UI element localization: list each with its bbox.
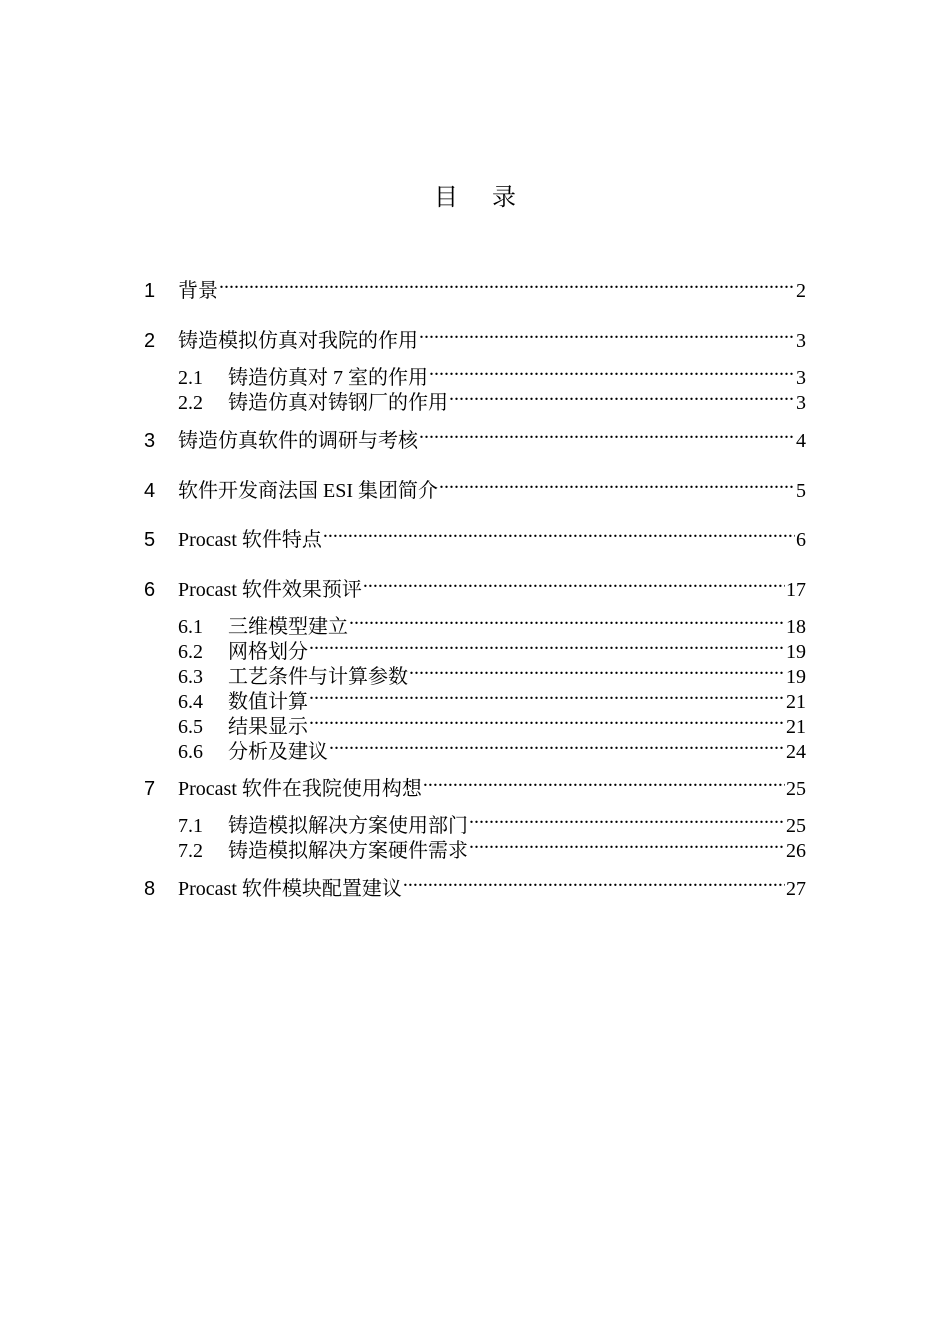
toc-entry-page-number: 26 bbox=[786, 840, 806, 862]
toc-entry-page-number: 19 bbox=[786, 666, 806, 688]
toc-entry-page-number: 4 bbox=[796, 430, 806, 452]
toc-entry[interactable] bbox=[178, 632, 806, 663]
toc-leader-dots bbox=[469, 806, 785, 832]
toc-entry-number: 6.6 bbox=[178, 741, 203, 763]
toc-entry-number: 7 bbox=[144, 778, 156, 800]
toc-leader-dots bbox=[469, 831, 785, 857]
toc-entry-page-number: 27 bbox=[786, 878, 806, 900]
toc-entry[interactable] bbox=[178, 682, 806, 713]
toc-entry-page-number: 19 bbox=[786, 641, 806, 663]
toc-entry[interactable] bbox=[178, 383, 806, 414]
toc-leader-dots bbox=[439, 471, 795, 497]
toc-entry-number: 6.2 bbox=[178, 641, 203, 663]
toc-entry-title: 铸造模拟仿真对我院的作用 bbox=[178, 330, 418, 352]
toc-entry-title: 数值计算 bbox=[228, 691, 308, 713]
toc-entry[interactable] bbox=[178, 831, 806, 862]
toc-entry-number: 2.2 bbox=[178, 392, 203, 414]
toc-entry-number: 8 bbox=[144, 878, 156, 900]
toc-leader-dots bbox=[409, 657, 785, 683]
toc-entry[interactable] bbox=[144, 421, 806, 452]
toc-entry-page-number: 2 bbox=[796, 280, 806, 302]
toc-entry-number: 6.5 bbox=[178, 716, 203, 738]
toc-leader-dots bbox=[403, 869, 785, 895]
toc-entry-page-number: 21 bbox=[786, 716, 806, 738]
toc-entry-title: 三维模型建立 bbox=[228, 616, 348, 638]
toc-entry-page-number: 25 bbox=[786, 815, 806, 837]
toc-entry-page-number: 18 bbox=[786, 616, 806, 638]
toc-leader-dots bbox=[323, 520, 795, 546]
toc-entry-number: 2 bbox=[144, 330, 156, 352]
toc-entry-title: 工艺条件与计算参数 bbox=[228, 666, 408, 688]
toc-entry-page-number: 3 bbox=[796, 392, 806, 414]
toc-leader-dots bbox=[219, 271, 795, 297]
toc-entry[interactable] bbox=[178, 358, 806, 389]
toc-entry-page-number: 24 bbox=[786, 741, 806, 763]
toc-entry[interactable] bbox=[178, 707, 806, 738]
toc-leader-dots bbox=[429, 358, 795, 384]
toc-entry-title: 铸造仿真对铸钢厂的作用 bbox=[228, 392, 448, 414]
toc-entry-number: 1 bbox=[144, 280, 156, 302]
toc-leader-dots bbox=[449, 383, 795, 409]
toc-entry-number: 6 bbox=[144, 579, 156, 601]
toc-leader-dots bbox=[423, 769, 785, 795]
toc-leader-dots bbox=[309, 632, 785, 658]
toc-entry[interactable] bbox=[178, 607, 806, 638]
toc-leader-dots bbox=[329, 732, 785, 758]
toc-entry-title: 铸造模拟解决方案使用部门 bbox=[228, 815, 468, 837]
toc-leader-dots bbox=[419, 321, 795, 347]
toc-entry-number: 2.1 bbox=[178, 367, 203, 389]
toc-leader-dots bbox=[349, 607, 785, 633]
toc-entry-page-number: 17 bbox=[786, 579, 806, 601]
toc-entry-title: 铸造仿真软件的调研与考核 bbox=[178, 430, 418, 452]
toc-entry-title: 铸造仿真对 7 室的作用 bbox=[228, 367, 428, 389]
toc-entry-title: 背景 bbox=[178, 280, 218, 302]
toc-leader-dots bbox=[363, 570, 785, 596]
toc-entry[interactable] bbox=[144, 520, 806, 551]
toc-entry-page-number: 25 bbox=[786, 778, 806, 800]
toc-entry-title: Procast 软件特点 bbox=[178, 529, 322, 551]
toc-entry-number: 7.2 bbox=[178, 840, 203, 862]
toc-entry[interactable] bbox=[144, 570, 806, 601]
toc-entry-number: 7.1 bbox=[178, 815, 203, 837]
toc-entry-page-number: 3 bbox=[796, 367, 806, 389]
toc-entry[interactable] bbox=[144, 321, 806, 352]
toc-entry[interactable] bbox=[144, 769, 806, 800]
toc-leader-dots bbox=[309, 707, 785, 733]
toc-entry-title: Procast 软件在我院使用构想 bbox=[178, 778, 422, 800]
toc-leader-dots bbox=[419, 421, 795, 447]
toc-entry-title: 分析及建议 bbox=[228, 741, 328, 763]
toc-entry[interactable] bbox=[178, 657, 806, 688]
toc-entry[interactable] bbox=[144, 869, 806, 900]
toc-entry-number: 3 bbox=[144, 430, 156, 452]
toc-entry-page-number: 6 bbox=[796, 529, 806, 551]
toc-entry-title: Procast 软件模块配置建议 bbox=[178, 878, 402, 900]
toc-entry-title: 网格划分 bbox=[228, 641, 308, 663]
toc-entry-title: 结果显示 bbox=[228, 716, 308, 738]
toc-entry[interactable] bbox=[144, 271, 806, 302]
toc-entry[interactable] bbox=[178, 732, 806, 763]
toc-entry-title: 软件开发商法国 ESI 集团简介 bbox=[178, 480, 438, 502]
toc-entry-number: 4 bbox=[144, 480, 156, 502]
toc-entry-page-number: 3 bbox=[796, 330, 806, 352]
toc-entry-number: 5 bbox=[144, 529, 156, 551]
toc-entry[interactable] bbox=[144, 471, 806, 502]
toc-leader-dots bbox=[309, 682, 785, 708]
toc-entry-page-number: 21 bbox=[786, 691, 806, 713]
toc-entry-number: 6.4 bbox=[178, 691, 203, 713]
toc-entry[interactable] bbox=[178, 806, 806, 837]
toc-title: 目 录 bbox=[434, 185, 530, 211]
toc-entry-title: Procast 软件效果预评 bbox=[178, 579, 362, 601]
toc-entry-page-number: 5 bbox=[796, 480, 806, 502]
toc-entry-number: 6.1 bbox=[178, 616, 203, 638]
toc-entry-number: 6.3 bbox=[178, 666, 203, 688]
toc-entry-title: 铸造模拟解决方案硬件需求 bbox=[228, 840, 468, 862]
